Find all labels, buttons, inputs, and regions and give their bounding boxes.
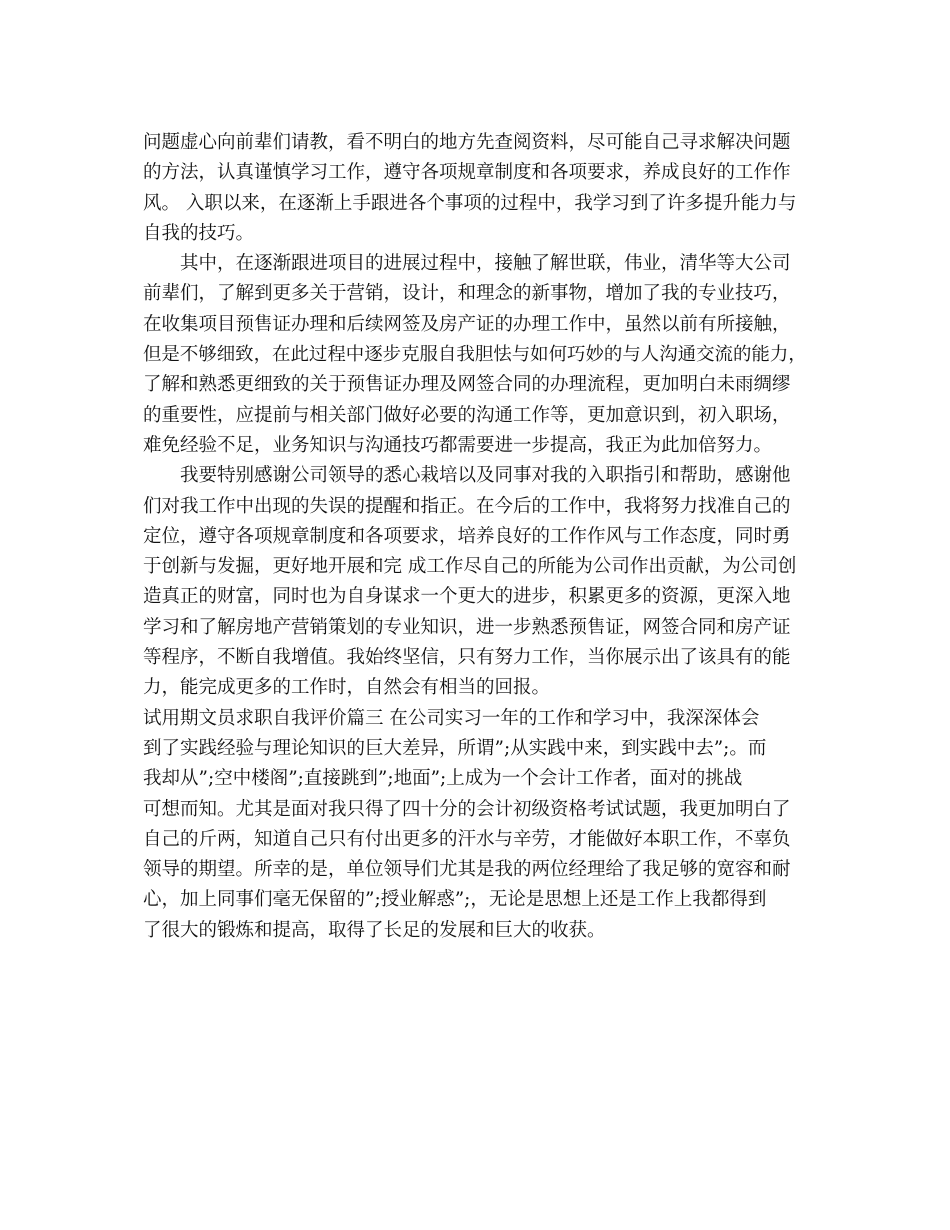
text-line: 领导的期望。所幸的是，单位领导们尤其是我的两位经理给了我足够的宽容和耐 [143,859,791,881]
text-line: 了解和熟悉更细致的关于预售证办理及网签合同的办理流程，更加明白未雨绸缪 [143,374,791,396]
text-line: 问题虚心向前辈们请教，看不明白的地方先查阅资料，尽可能自己寻求解决问题 [143,132,791,153]
text-line: 试用期文员求职自我评价篇三 在公司实习一年的工作和学习中，我深深体会 [143,707,760,729]
text-line: 自我的技巧。 [143,222,255,244]
text-line: 但是不够细致，在此过程中逐步克服自我胆怯与如何巧妙的与人沟通交流的能力， [143,344,807,366]
document-body [143,128,807,946]
text-line: 们对我工作中出现的失误的提醒和指正。在今后的工作中，我将努力找准自己的 [143,495,791,517]
text-line: 我要特别感谢公司领导的悉心栽培以及同事对我的入职指引和帮助，感谢他 [180,465,791,487]
text-line: 的方法，认真谨慎学习工作，遵守各项规章制度和各项要求，养成良好的工作作 [143,162,791,184]
text-line: 风。 入职以来，在逐渐上手跟进各个事项的过程中，我学习到了许多提升能力与 [143,192,797,214]
text-line: 于创新与发掘，更好地开展和完 成工作尽自己的所能为公司作出贡献，为公司创 [143,556,797,578]
text-line: 其中，在逐渐跟进项目的进展过程中，接触了解世联，伟业，清华等大公司 [180,253,791,275]
text-line: 前辈们，了解到更多关于营销，设计，和理念的新事物，增加了我的专业技巧， [143,283,791,305]
text-line: 造真正的财富，同时也为自身谋求一个更大的进步，积累更多的资源，更深入地 [143,586,791,608]
text-line: 学习和了解房地产营销策划的专业知识，进一步熟悉预售证，网签合同和房产证 [143,616,791,638]
text-line: 难免经验不足，业务知识与沟通技巧都需要进一步提高，我正为此加倍努力。 [143,434,773,456]
text-line: 力，能完成更多的工作时，自然会有相当的回报。 [143,677,551,699]
text-line: 心，加上同事们毫无保留的”;授业解惑”;，无论是思想上还是工作上我都得到 [143,889,767,911]
text-line: 在收集项目预售证办理和后续网签及房产证的办理工作中，虽然以前有所接触， [143,313,791,335]
text-line: 定位，遵守各项规章制度和各项要求，培养良好的工作作风与工作态度，同时勇 [143,525,791,547]
text-line: 了很大的锻炼和提高，取得了长足的发展和巨大的收获。 [143,919,606,941]
text-line: 到了实践经验与理论知识的巨大差异，所谓”;从实践中来，到实践中去”;。而 [143,737,767,759]
text-line: 自己的斤两，知道自己只有付出更多的汗水与辛劳，才能做好本职工作，不辜负 [143,828,791,850]
text-line: 可想而知。尤其是面对我只得了四十分的会计初级资格考试试题，我更加明白了 [143,798,791,820]
text-line: 我却从”;空中楼阁”;直接跳到”;地面”;上成为一个会计工作者，面对的挑战 [143,768,743,790]
text-line: 等程序，不断自我增值。我始终坚信，只有努力工作，当你展示出了该具有的能 [143,647,791,669]
text-line: 的重要性，应提前与相关部门做好必要的沟通工作等，更加意识到，初入职场， [143,404,791,426]
